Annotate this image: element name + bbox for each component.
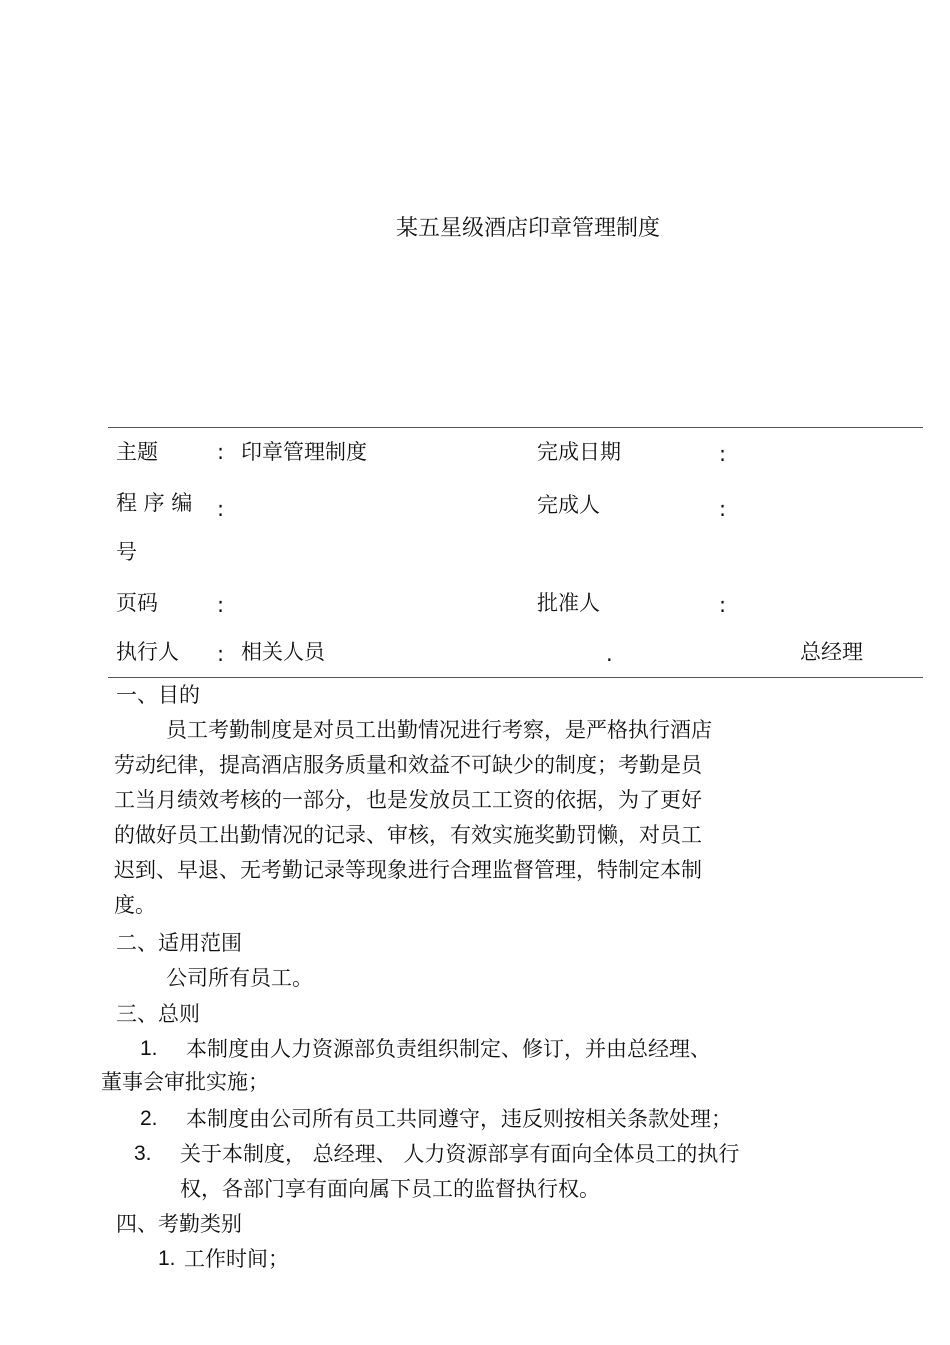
section-1-heading: 一、目的: [116, 683, 200, 707]
section-2-text: 公司所有员工。: [166, 966, 313, 990]
paragraph-line: 的做好员工出勤情况的记录、审核，有效实施奖勤罚懒，对员工: [114, 823, 702, 847]
list-item-text-cont: 董事会审批实施；: [101, 1070, 269, 1094]
program-number-label-cont: 号: [116, 540, 137, 564]
item-number: 2.: [140, 1107, 158, 1130]
executor-colon: :: [217, 642, 225, 666]
completer-label: 完成人: [537, 493, 600, 517]
list-item-text: 关于本制度， 总经理、 人力资源部享有面向全体员工的执行: [180, 1142, 740, 1166]
completer-colon: :: [719, 497, 727, 521]
list-item-text: 工作时间；: [184, 1247, 289, 1271]
subject-value: 印章管理制度: [241, 440, 367, 464]
item-number: 3.: [134, 1142, 152, 1165]
list-item-text: 本制度由公司所有员工共同遵守，违反则按相关条款处理；: [186, 1107, 732, 1131]
subject-colon: :: [217, 440, 225, 464]
paragraph-line: 员工考勤制度是对员工出勤情况进行考察，是严格执行酒店: [166, 718, 712, 742]
page-label: 页码: [116, 591, 158, 615]
item-number: 1.: [158, 1247, 176, 1270]
program-number-colon: :: [217, 497, 225, 521]
executor-label: 执行人: [116, 640, 179, 664]
section-1-body: [114, 713, 764, 923]
list-item-text-cont: 权，各部门享有面向属下员工的监督执行权。: [180, 1177, 600, 1201]
document-title: 某五星级酒店印章管理制度: [396, 216, 661, 241]
header-rule-bottom: [108, 677, 923, 678]
approver-label: 批准人: [537, 591, 600, 615]
paragraph-line: 迟到、早退、无考勤记录等现象进行合理监督管理，特制定本制: [114, 858, 702, 882]
program-number-label: 程 序 编: [116, 491, 193, 515]
executor-value: 相关人员: [241, 640, 325, 664]
paragraph-line: 劳动纪律，提高酒店服务质量和效益不可缺少的制度；考勤是员: [114, 753, 702, 777]
separator-dot: .: [606, 642, 613, 666]
item-number: 1.: [140, 1037, 158, 1060]
header-rule-top: [108, 427, 923, 428]
section-4-heading: 四、考勤类别: [116, 1212, 242, 1236]
paragraph-line: 度。: [114, 893, 156, 917]
subject-label: 主题: [116, 440, 158, 464]
section-3-heading: 三、总则: [116, 1002, 200, 1026]
page-colon: :: [217, 593, 225, 617]
complete-date-label: 完成日期: [537, 440, 621, 464]
section-2-heading: 二、适用范围: [116, 931, 242, 955]
complete-date-colon: :: [719, 442, 727, 466]
list-item-text: 本制度由人力资源部负责组织制定、修订，并由总经理、: [186, 1037, 711, 1061]
paragraph-line: 工当月绩效考核的一部分，也是发放员工工资的依据，为了更好: [114, 788, 702, 812]
approver-colon: :: [719, 593, 727, 617]
approver-value: 总经理: [800, 640, 863, 664]
